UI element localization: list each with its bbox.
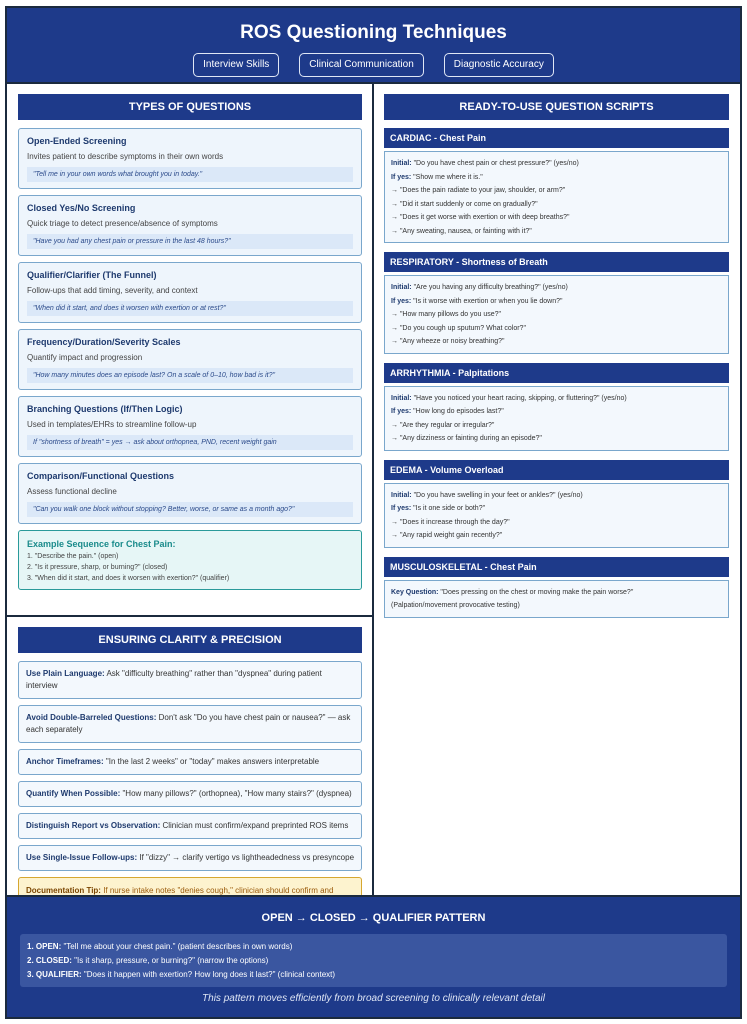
- script-line: [391, 225, 722, 239]
- script-line-text: → "Any sweating, nausea, or fainting with it?": [391, 227, 532, 235]
- tip-label: Documentation Tip:: [26, 886, 101, 895]
- script-line-text: → "Did it start suddenly or come on gradually?": [391, 200, 538, 208]
- types-title: TYPES OF QUESTIONS: [18, 94, 362, 120]
- script-line-label: Initial:: [391, 491, 412, 499]
- question-type-card: [18, 128, 362, 189]
- step-text: "Tell me about your chest pain." (patient describes in own words): [61, 942, 293, 951]
- example-sequence-line: 1. "Describe the pain." (open): [27, 553, 119, 560]
- clarity-item: [18, 845, 362, 871]
- clarity-item-label: Use Plain Language:: [26, 669, 105, 678]
- script-line-text: "Does pressing on the chest or moving make the pain worse?": [438, 588, 634, 596]
- script-line: [391, 198, 722, 212]
- script-line: [391, 295, 722, 309]
- pattern-steps-box: [20, 934, 727, 987]
- pattern-step-closed: [27, 954, 720, 968]
- script-line-text: (Palpation/movement provocative testing): [391, 602, 520, 609]
- tag-clinical-communication[interactable]: Clinical Communication: [299, 53, 423, 77]
- step-label: 3. QUALIFIER:: [27, 970, 82, 979]
- script-line-text: "Show me where it is.": [411, 173, 483, 181]
- clarity-item-label: Anchor Timeframes:: [26, 757, 104, 766]
- script-line-label: Initial:: [391, 284, 412, 291]
- script-heading-text: ARRHYTHMIA - Palpitations: [390, 367, 510, 378]
- script-line-text: "Have you noticed your heart racing, skipping, or fluttering?" (yes/no): [411, 394, 627, 402]
- script-line: [391, 516, 722, 530]
- question-type-card: [18, 262, 362, 323]
- script-line: [391, 599, 722, 613]
- tag-diagnostic-accuracy[interactable]: Diagnostic Accuracy: [444, 53, 554, 77]
- question-type-example: "Can you walk one block without stopping? Better, worse, or same as a month ago?": [27, 502, 353, 517]
- question-type-example: "Tell me in your own words what brought you in today.": [27, 167, 353, 182]
- example-sequence-box: [18, 530, 362, 590]
- footer-pattern: [7, 895, 740, 1017]
- script-line: [391, 281, 722, 295]
- example-sequence-line: 2. "Is it pressure, sharp, or burning?" (closed): [27, 564, 168, 571]
- script-line-label: Key Question:: [391, 588, 439, 596]
- pattern-step-open: [27, 940, 720, 954]
- question-type-desc: Invites patient to describe symptoms in their own words: [27, 152, 224, 161]
- script-line-text: → "Any rapid weight gain recently?": [391, 532, 503, 539]
- example-sequence-line: 3. "When did it start, and does it worsen with exertion?" (qualifier): [27, 575, 230, 582]
- script-line: [391, 432, 722, 446]
- question-type-desc: Quick triage to detect presence/absence of symptoms: [27, 219, 218, 228]
- script-line: [391, 489, 722, 503]
- step-label: 1. OPEN:: [27, 942, 62, 951]
- question-type-title: Closed Yes/No Screening: [27, 203, 136, 213]
- scripts-section: [374, 84, 740, 895]
- script-heading-text: MUSCULOSKELETAL - Chest Pain: [390, 561, 537, 572]
- script-body: [384, 386, 729, 451]
- script-line-label: If yes:: [391, 505, 412, 512]
- script-line-text: → "How many pillows do you use?": [391, 311, 502, 318]
- script-heading: [384, 128, 729, 148]
- script-line: [391, 211, 722, 225]
- clarity-item-text: Ask "difficulty breathing" rather than "dyspnea" during patient interview: [26, 669, 322, 690]
- question-type-title: Frequency/Duration/Severity Scales: [27, 337, 181, 347]
- clarity-item: [18, 705, 362, 743]
- script-line-text: "How long do episodes last?": [411, 408, 504, 415]
- question-type-card: [18, 463, 362, 524]
- clarity-item-label: Quantify When Possible:: [26, 789, 121, 798]
- clarity-list: [7, 661, 372, 871]
- types-list: [7, 128, 372, 524]
- clarity-item-text: If "dizzy" → clarify vertigo vs lightheadedness vs presyncope: [137, 853, 355, 862]
- script-line: [391, 502, 722, 516]
- script-line-text: "Is it one side or both?": [411, 505, 486, 512]
- script-body: [384, 580, 729, 618]
- header: [7, 8, 740, 84]
- question-type-title: Open-Ended Screening: [27, 136, 127, 146]
- script-line: [391, 184, 722, 198]
- question-type-desc: Quantify impact and progression: [27, 353, 143, 362]
- question-type-title: Branching Questions (If/Then Logic): [27, 404, 183, 414]
- script-line: [391, 171, 722, 185]
- example-sequence-title: Example Sequence for Chest Pain:: [27, 539, 176, 549]
- tag-interview-skills[interactable]: Interview Skills: [193, 53, 279, 77]
- script-heading: [384, 363, 729, 383]
- script-line-text: → "Does the pain radiate to your jaw, shoulder, or arm?": [391, 187, 566, 194]
- script-line-text: → "Are they regular or irregular?": [391, 421, 495, 429]
- script-line-text: "Do you have chest pain or chest pressure?" (yes/no): [411, 160, 579, 167]
- script-line-text: "Do you have swelling in your feet or ankles?" (yes/no): [411, 491, 583, 499]
- script-body: [384, 151, 729, 243]
- script-heading-text: EDEMA - Volume Overload: [390, 464, 504, 475]
- question-type-card: [18, 195, 362, 256]
- script-line-text: → "Any dizziness or fainting during an episode?": [391, 435, 542, 442]
- script-line: [391, 529, 722, 543]
- scripts-list: [374, 128, 740, 618]
- script-line-text: → "Any wheeze or noisy breathing?": [391, 338, 505, 345]
- footer-note: This pattern moves efficiently from broad screening to clinically relevant detail: [202, 993, 545, 1004]
- script-line: [391, 392, 722, 406]
- script-line: [391, 419, 722, 433]
- script-line-label: Initial:: [391, 160, 412, 167]
- clarity-item: [18, 781, 362, 807]
- clarity-item-text: "How many pillows?" (orthopnea), "How many stairs?" (dyspnea): [120, 789, 352, 798]
- pattern-step-qualifier: [27, 968, 720, 982]
- step-label: 2. CLOSED:: [27, 956, 72, 965]
- clarity-item: [18, 813, 362, 839]
- script-line-label: If yes:: [391, 408, 412, 415]
- clarity-item: [18, 749, 362, 775]
- script-line: [391, 335, 722, 349]
- script-line-text: → "Does it increase through the day?": [391, 518, 510, 526]
- footer-title: OPEN → CLOSED → QUALIFIER PATTERN: [261, 912, 486, 924]
- script-line: [391, 322, 722, 336]
- question-type-title: Qualifier/Clarifier (The Funnel): [27, 270, 157, 280]
- clarity-item-text: Clinician must confirm/expand preprinted ROS items: [160, 821, 349, 830]
- script-heading-text: CARDIAC - Chest Pain: [390, 133, 487, 143]
- types-section: [7, 84, 374, 617]
- script-line: [391, 157, 722, 171]
- clarity-section: [7, 617, 374, 895]
- step-text: "Is it sharp, pressure, or burning?" (narrow the options): [71, 956, 269, 965]
- page: [5, 6, 742, 1019]
- script-line-text: → "Does it get worse with exertion or with deep breaths?": [391, 214, 570, 221]
- clarity-item-text: "In the last 2 weeks" or "today" makes answers interpretable: [103, 757, 320, 766]
- scripts-title: READY-TO-USE QUESTION SCRIPTS: [384, 94, 729, 120]
- script-line-text: → "Do you cough up sputum? What color?": [391, 324, 526, 332]
- page-title: ROS Questioning Techniques: [240, 22, 507, 43]
- script-body: [384, 483, 729, 548]
- script-heading-text: RESPIRATORY - Shortness of Breath: [390, 257, 548, 267]
- script-line-text: "Are you having any difficulty breathing?" (yes/no): [411, 284, 568, 291]
- script-line: [391, 308, 722, 322]
- script-heading: [384, 557, 729, 577]
- script-heading: [384, 252, 729, 272]
- script-body: [384, 275, 729, 354]
- script-line: [391, 586, 722, 600]
- script-line-label: If yes:: [391, 297, 412, 305]
- question-type-example: "When did it start, and does it worsen with exertion or at rest?": [27, 301, 353, 316]
- question-type-example: If "shortness of breath" = yes → ask about orthopnea, PND, recent weight gain: [27, 435, 353, 450]
- question-type-example: "How many minutes does an episode last? On a scale of 0–10, how bad is it?": [27, 368, 353, 383]
- clarity-item-label: Use Single-Issue Follow-ups:: [26, 853, 138, 862]
- question-type-desc: Assess functional decline: [27, 487, 117, 496]
- question-type-desc: Follow-ups that add timing, severity, and context: [27, 286, 198, 295]
- question-type-card: [18, 329, 362, 390]
- clarity-item-label: Distinguish Report vs Observation:: [26, 821, 161, 830]
- script-line-text: "Is it worse with exertion or when you lie down?": [411, 297, 563, 305]
- clarity-item: [18, 661, 362, 699]
- question-type-card: [18, 396, 362, 457]
- question-type-title: Comparison/Functional Questions: [27, 471, 175, 481]
- script-line: [391, 405, 722, 419]
- tip-text: If nurse intake notes "denies cough," clinician should confirm and: [103, 886, 334, 895]
- clarity-item-text: Don't ask "Do you have chest pain or nausea?" — ask each separately: [26, 713, 351, 734]
- question-type-example: "Have you had any chest pain or pressure in the last 48 hours?": [27, 234, 353, 249]
- script-line-label: Initial:: [391, 394, 412, 402]
- script-line-label: If yes:: [391, 173, 412, 181]
- clarity-item-label: Avoid Double-Barreled Questions:: [26, 713, 157, 722]
- clarity-title: ENSURING CLARITY & PRECISION: [18, 627, 362, 653]
- script-heading: [384, 460, 729, 480]
- question-type-desc: Used in templates/EHRs to streamline follow-up: [27, 420, 197, 429]
- step-text: "Does it happen with exertion? How long does it last?" (clinical context): [81, 970, 336, 979]
- tag-row: [7, 53, 740, 77]
